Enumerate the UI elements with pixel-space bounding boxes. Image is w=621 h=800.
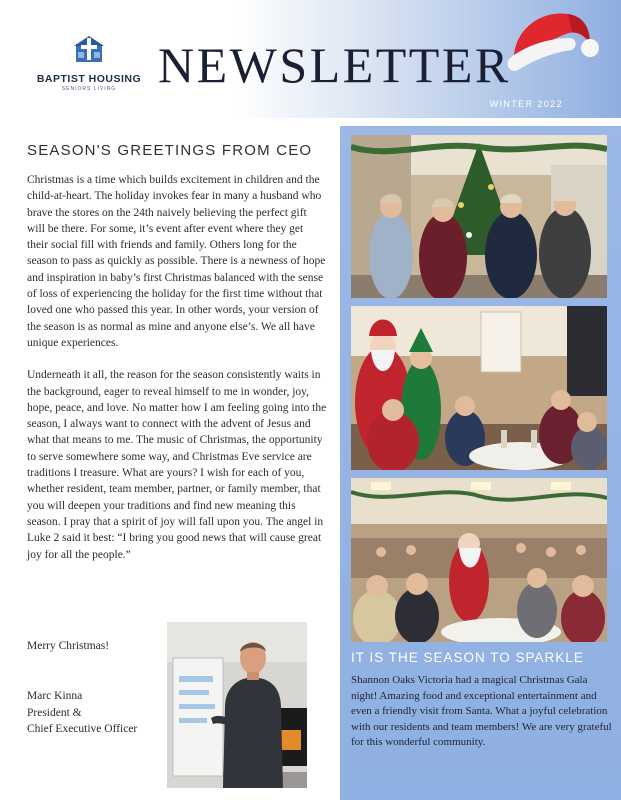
signer-title: President & [27,706,82,719]
house-cross-icon [72,34,106,64]
sidebar-body: Shannon Oaks Victoria had a magical Christmas Gala night! Amazing food and exceptional entertainment and even a friendly visit from Santa. What a joyful celebration with our residents and team members! We are very grateful for this wonderful community. [351,674,612,749]
signoff: Merry Christmas! [27,640,110,652]
edition-label: WINTER 2022 [489,99,563,109]
logo-tagline: SENIORS LIVING [61,86,117,92]
signature-block [27,688,137,738]
ceo-photo [167,622,307,788]
article-body [27,172,327,579]
logo-name: BAPTIST HOUSING [36,73,142,85]
sidebar-heading: IT IS THE SEASON TO SPARKLE [351,650,584,665]
newsletter-title: NEWSLETTER [158,37,511,93]
article-paragraph: Underneath it all, the reason for the season consistently waits in the background, eager to reveal himself to me in wonder, joy, hope, peace, and love. No matter how I am feeling going into the season, I always want to connect with the advent of Jesus and what that means to me. The music of Christmas, the opportunity to serve somewhere some way, and Christmas Eve service are traditions I treasure. What are yours? I wish for each of you, whether resident, team member, partner, or family member, that you will deepen your traditions and find new meaning this season. I pray that a spirit of joy will fall upon you. The angel in Luke 2 said it best: “I bring you good news that will cause great joy for all the people.” [27,369,327,561]
header-divider [0,118,621,126]
article-paragraph: Christmas is a time which builds excitement in children and the child-at-heart. The holiday invokes fear in many a husband who brave the stores on the 24th naively believing the perfect gift will be there. For some, it’s event after event where they get their social fill with friends and family. Others long for the season to pass as quickly as possible. There is a newness of hope and inspiration in baby’s first Christmas balanced with the sense of loss of experiencing the holiday for the first time without that loved one who passed this year. In other words, your version of the season is as normal as mine and anyone else’s. We all have unique experiences. [27,174,326,349]
gala-photo-dining-hall [351,478,607,642]
signer-title: Chief Executive Officer [27,723,138,735]
signer-name: Marc Kinna [27,690,83,702]
santa-hat-icon [506,4,602,78]
article-heading: SEASON'S GREETINGS FROM CEO [27,142,313,159]
gala-photo-santa-visit [351,306,607,470]
baptist-housing-logo [30,34,148,92]
newsletter-header [0,0,621,118]
gala-photo-residents-tree [351,135,607,298]
